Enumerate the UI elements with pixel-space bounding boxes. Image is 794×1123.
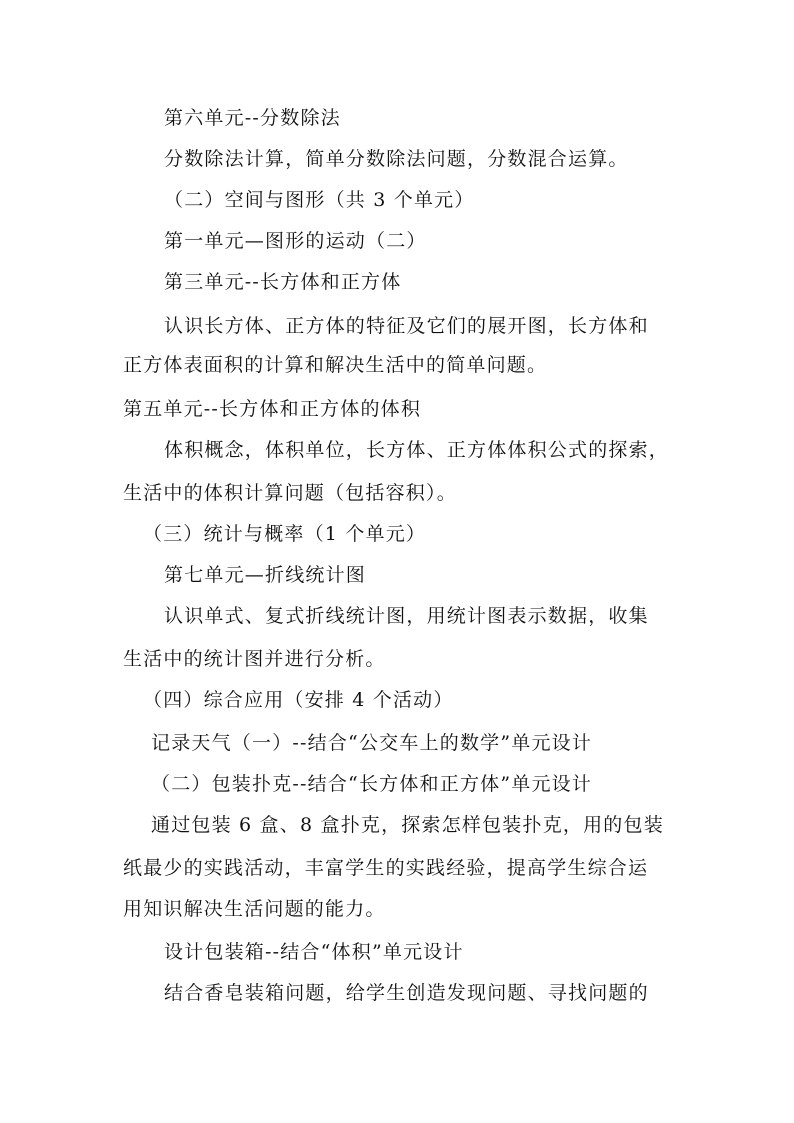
unit-five-content-line-1: 体积概念，体积单位，长方体、正方体体积公式的探索， xyxy=(164,439,670,461)
activity-packaging-content-line-2: 纸最少的实践活动，丰富学生的实践经验，提高学生综合运 xyxy=(123,857,649,879)
section-space-and-shape-heading: （二）空间与图形（共 3 个单元） xyxy=(164,189,475,211)
unit-seven-heading: 第七单元—折线统计图 xyxy=(164,564,367,586)
activity-packaging-content-line-1: 通过包装 6 盒、8 盒扑克，探索怎样包装扑克，用的包装 xyxy=(151,814,664,836)
unit-three-content-line-1: 认识长方体、正方体的特征及它们的展开图，长方体和 xyxy=(164,315,649,337)
activity-weather-heading: 记录天气（一）--结合“公交车上的数学”单元设计 xyxy=(151,732,593,754)
activity-packaging-heading: （二）包装扑克--结合“长方体和正方体”单元设计 xyxy=(151,773,593,795)
unit-seven-content-line-2: 生活中的统计图并进行分析。 xyxy=(123,648,386,670)
section-integrated-application-heading: （四）综合应用（安排 4 个活动） xyxy=(143,689,454,711)
activity-box-design-content-line-1: 结合香皂装箱问题，给学生创造发现问题、寻找问题的 xyxy=(164,982,649,1004)
unit-five-heading: 第五单元--长方体和正方体的体积 xyxy=(123,398,422,420)
section-statistics-heading: （三）统计与概率（1 个单元） xyxy=(143,523,427,545)
unit-three-content-line-2: 正方体表面积的计算和解决生活中的简单问题。 xyxy=(123,354,548,376)
activity-packaging-content-line-3: 用知识解决生活问题的能力。 xyxy=(123,898,386,920)
unit-five-content-line-2: 生活中的体积计算问题（包括容积）。 xyxy=(123,482,457,504)
unit-six-content: 分数除法计算，简单分数除法问题，分数混合运算。 xyxy=(164,148,629,170)
unit-three-heading: 第三单元--长方体和正方体 xyxy=(164,271,402,293)
unit-six-heading: 第六单元--分数除法 xyxy=(164,107,341,129)
activity-box-design-heading: 设计包装箱--结合“体积”单元设计 xyxy=(164,941,464,963)
unit-one-heading: 第一单元—图形的运动（二） xyxy=(164,230,427,252)
unit-seven-content-line-1: 认识单式、复式折线统计图，用统计图表示数据，收集 xyxy=(164,605,649,627)
